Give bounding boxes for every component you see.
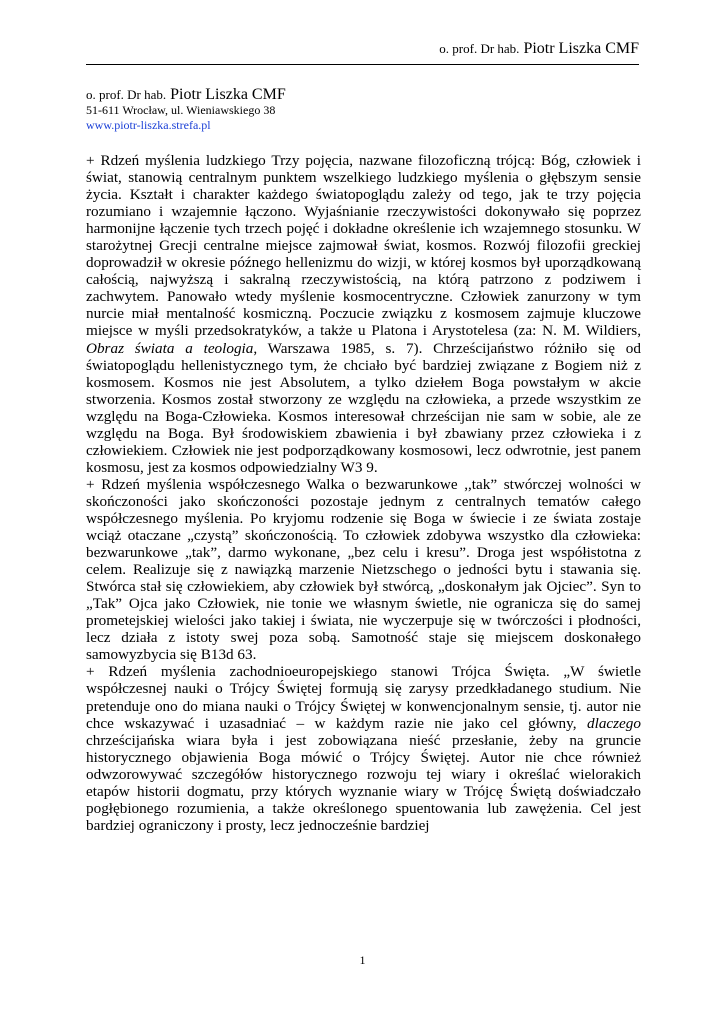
running-header bbox=[86, 40, 639, 58]
italic-text: Obraz świata a teologia bbox=[86, 339, 254, 357]
author-website-link[interactable]: www.piotr-liszka.strefa.pl bbox=[86, 118, 211, 132]
paragraph-text: , Warszawa 1985, s. 7). Chrześcijaństwo różniło się od światopoglądu hellenistycznego tym, że chciało być bardziej związane z Bogiem niż z kosmosem. Kosmos nie jest Absolutem, a tylko dziełem Boga powstałym w akcie stworzenia. Kosmos został stworzony ze względu na człowieka, a przede wszystkim ze względu na Boga-Człowieka. Kosmos interesował chrześcijan nie sam w sobie, ale ze względu na Boga. Był środowiskiem zbawienia i był zbawiany przez człowieka i z człowiekiem. Człowiek nie jest podporządkowany kosmosowi, lecz odwrotnie, jest panem kosmosu, jest za kosmos odpowiedzialny W3 9. bbox=[86, 339, 641, 476]
body-paragraph bbox=[86, 663, 641, 833]
author-name: Piotr Liszka CMF bbox=[170, 86, 286, 103]
author-block bbox=[86, 86, 286, 133]
body-paragraph bbox=[86, 476, 641, 664]
paragraph-text: + Rdzeń myślenia zachodnioeuropejskiego stanowi Trójca Święta. „W świetle współczesnej nauki o Trójcy Świętej formują się zarysy przedkładanego studium. Nie pretenduje ono do miana nauki o Trójcy Świętej w konwencjonalnym sensie, tj. autor nie chce wskazywać i uzasadniać – w każdym razie nie jako cel główny, bbox=[86, 663, 641, 732]
paragraph-text: chrześcijańska wiara była i jest zobowiązana nieść przesłanie, żeby na gruncie historycznego objawienia Boga mówić o Trójcy Świętej. Autor nie chce również odwzorowywać szczegółów historycznego rozwoju tej wiary i określać wielorakich etapów historii dogmatu, przy których wyznanie wiary w Trójcę Świętą doświadczało pogłębionego rozumienia, a także określonego spuentowania lub zawężenia. Cel jest bardziej ograniczony i prosty, lecz jednocześnie bardziej bbox=[86, 731, 641, 834]
header-author-name: Piotr Liszka CMF bbox=[523, 40, 639, 57]
body-paragraph bbox=[86, 152, 641, 476]
page-number: 1 bbox=[359, 953, 366, 967]
author-address: 51-611 Wrocław, ul. Wieniawskiego 38 bbox=[86, 103, 276, 117]
paragraph-text: + Rdzeń myślenia ludzkiego Trzy pojęcia, nazwane filozoficzną trójcą: Bóg, człowiek i świat, stanowią centralnym punktem wszelkiego ludzkiego myślenia o głębszym sensie życia. Kształt i charakter każdego światopoglądu zależy od tego, jak te trzy pojęcia rozumiano i wzajemnie łączono. Wyjaśnianie rzeczywistości dokonywało się poprzez harmonijne łączenie tych trzech pojęć i dokładne określenie ich wzajemnego stosunku. W starożytnej Grecji centralne miejsce zajmował świat, kosmos. Rozwój filozofii greckiej doprowadził w okresie późnego hellenizmu do wizji, w której kosmos był uporządkowaną całością, najwyższą i sakralną rzeczywistością, na którą patrzono z podziwem i zachwytem. Panowało wtedy myślenie kosmocentryczne. Człowiek zanurzony w tym nurcie miał mentalność kosmiczną. Poczucie związku z kosmosem zajmuje kluczowe miejsce w myśli przedsokratyków, a także u Platona i Arystotelesa (za: N. M. Wildiers, bbox=[86, 152, 641, 340]
author-title-line bbox=[86, 86, 286, 103]
header-author-prefix: o. prof. Dr hab. bbox=[439, 41, 520, 56]
header-divider bbox=[86, 64, 639, 65]
document-body bbox=[86, 152, 641, 834]
italic-text: dlaczego bbox=[587, 714, 641, 732]
paragraph-text: + Rdzeń myślenia współczesnego Walka o bezwarunkowe ,,tak” stwórczej wolności w skończoności jako skończoności pozostaje jednym z centralnych tematów całego współczesnego myślenia. Po kryjomu rodzenie się Boga w świecie i ze świata zostaje wciąż otaczane „czystą” skończonością. To człowiek zdobywa wszystko dla człowieka: bezwarunkowe „tak”, darmo wykonane, „bez celu i kresu”. Droga jest współistotna z celem. Realizuje się z nawiązką marzenie Nietzschego o jedności bytu i stawania się. Stwórca stał się człowiekiem, aby człowiek był stwórcą, „doskonałym jak Ojciec”. Syn to „Tak” Ojca jako Człowiek, nie tonie we własnym świetle, nie ogranicza się do samej prometejskiej wielości jako takiej i świata, nie wyczerpuje się w twórczości i płodności, lecz działa z istoty swej poza sobą. Samotność staje się miejscem doskonałego samowyzbycia się B13d 63. bbox=[86, 475, 641, 664]
author-prefix: o. prof. Dr hab. bbox=[86, 87, 167, 102]
